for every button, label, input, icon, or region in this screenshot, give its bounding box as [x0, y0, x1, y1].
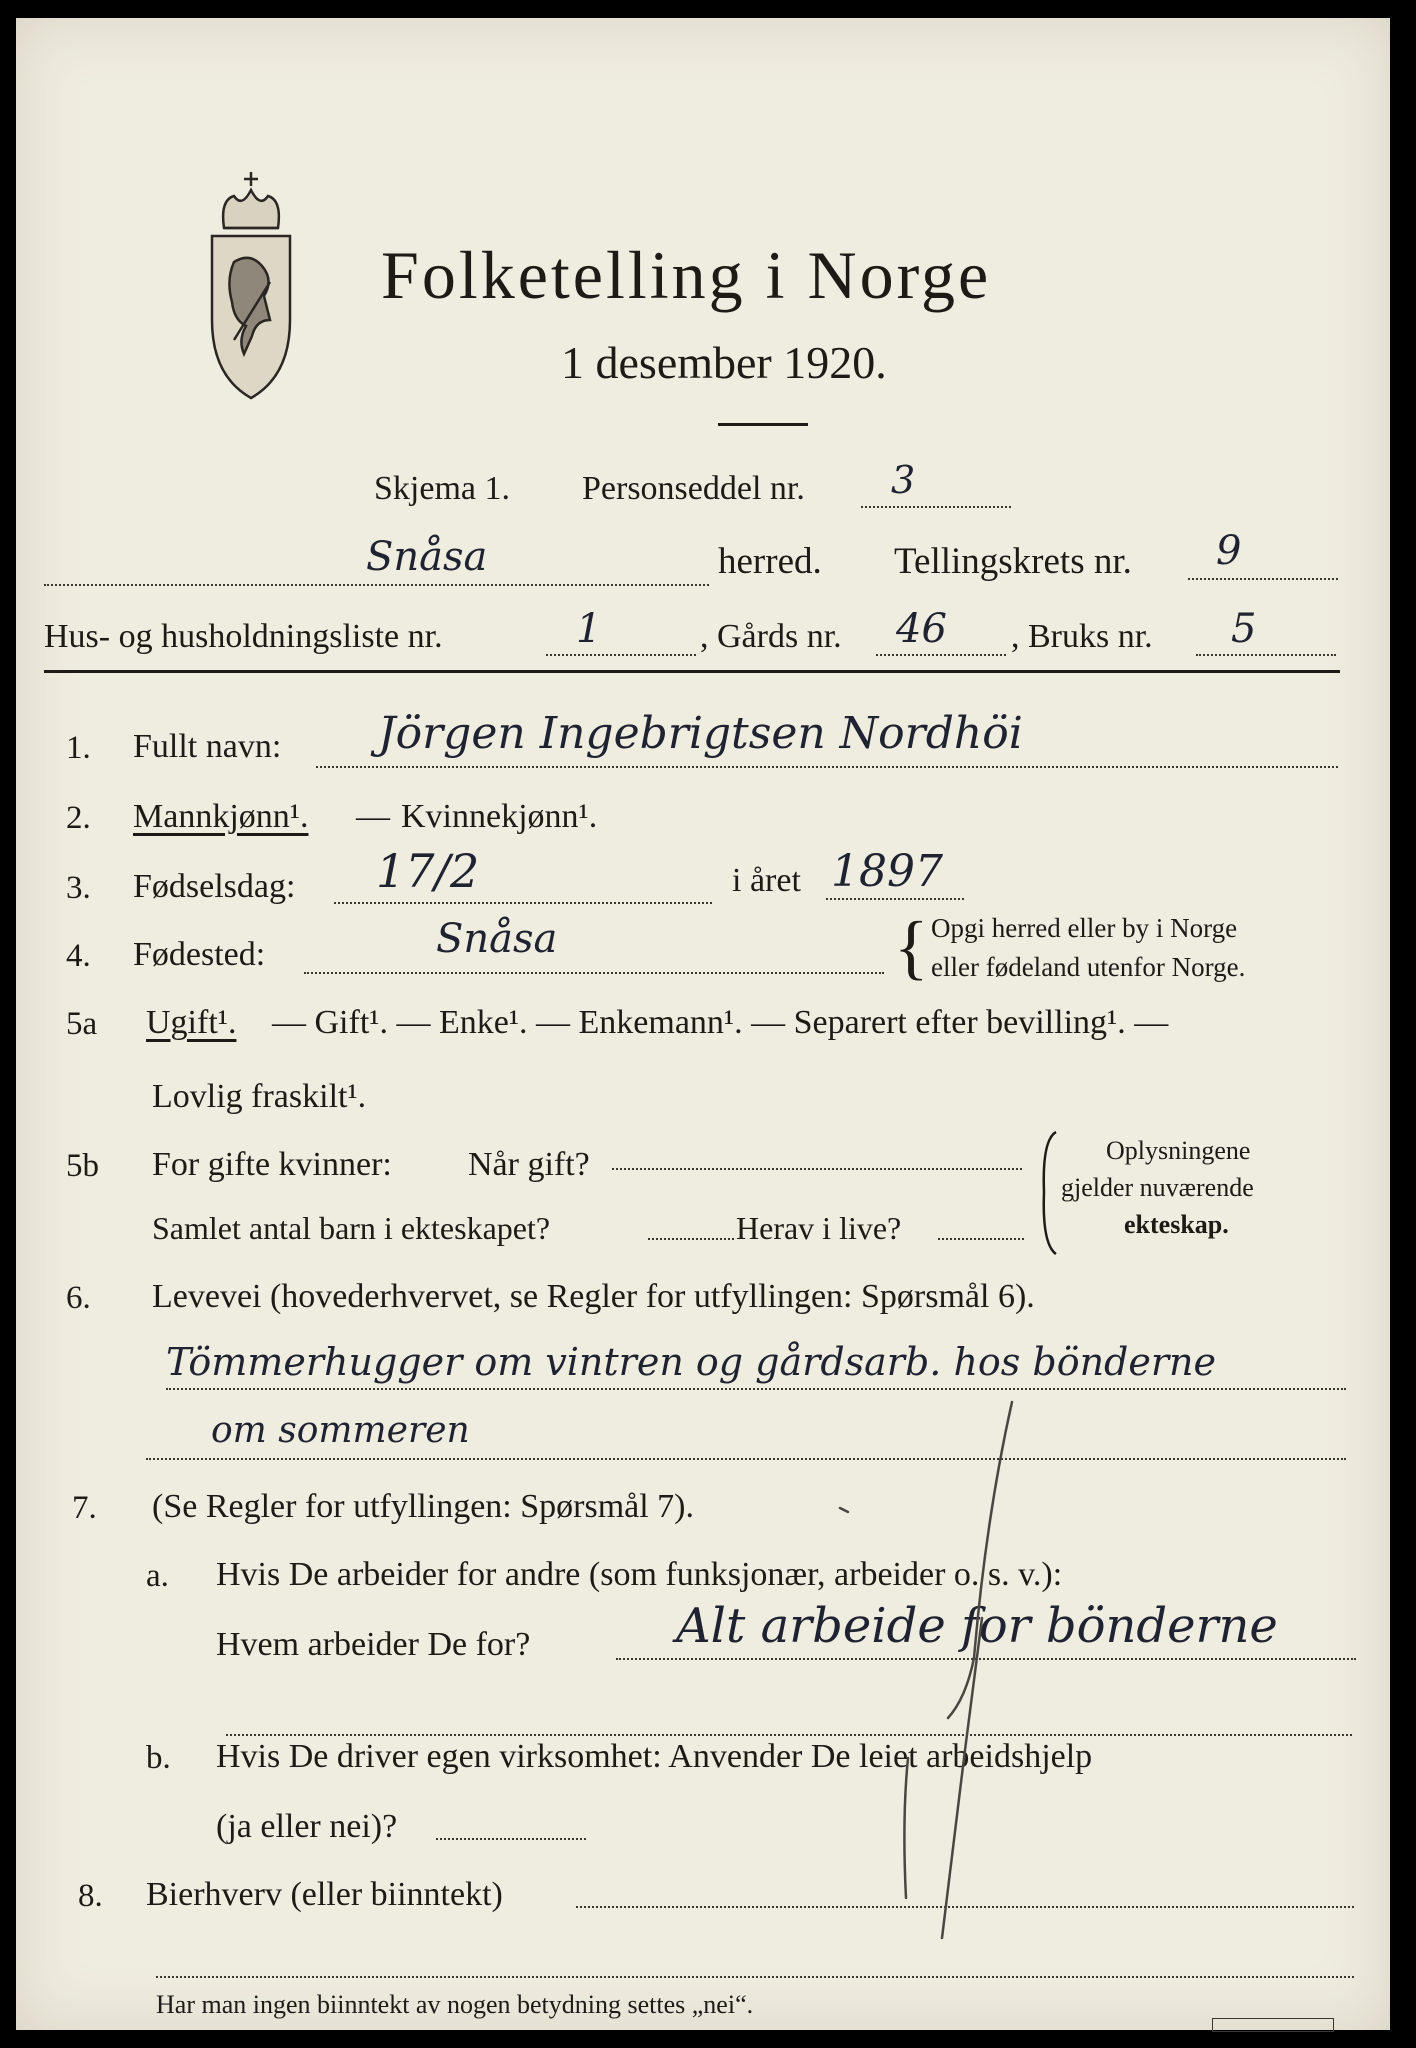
printer-mark	[1212, 2018, 1334, 2032]
q7-label: (Se Regler for utfyllingen: Spørsmål 7).	[152, 1488, 695, 1525]
q3-line	[334, 902, 712, 904]
bruks-line	[1196, 654, 1336, 656]
q5b-when-line	[612, 1168, 1022, 1170]
q5a-number: 5a	[66, 1006, 98, 1042]
document-title: Folketelling i Norge	[381, 237, 992, 313]
q5b-note-line3: ekteskap.	[1124, 1210, 1229, 1239]
q7a-question-line1: Hvis De arbeider for andre (som funksjonær, arbeider o. s. v.):	[216, 1556, 1063, 1593]
q5b-children-line	[648, 1238, 734, 1240]
q6-value-line1[interactable]: Tömmerhugger om vintren og gårdsarb. hos bönderne	[166, 1340, 1216, 1384]
title-divider	[718, 423, 808, 426]
tellingskrets-line	[1188, 578, 1338, 580]
q6-number: 6.	[66, 1280, 91, 1316]
q2-separator: —	[356, 798, 390, 835]
bruks-label: , Bruks nr.	[1011, 618, 1153, 655]
q5b-bracket	[1036, 1130, 1062, 1256]
q5b-alive-label: Herav i live?	[736, 1210, 902, 1246]
q5a-ugift-option[interactable]: Ugift¹.	[146, 1004, 237, 1041]
q4-value[interactable]: Snåsa	[436, 916, 558, 962]
norwegian-coat-of-arms-icon	[204, 170, 298, 402]
q3-year-value[interactable]: 1897	[831, 846, 943, 897]
q8-label: Bierhverv (eller biinntekt)	[146, 1876, 503, 1913]
q4-label: Fødested:	[133, 936, 266, 973]
q4-brace: {	[894, 907, 929, 987]
herred-value[interactable]: Snåsa	[366, 534, 488, 580]
q4-line	[304, 972, 884, 974]
personseddel-label: Personseddel nr.	[582, 470, 805, 507]
q5b-label: For gifte kvinner:	[152, 1146, 392, 1183]
q5a-lovlig-option[interactable]: Lovlig fraskilt¹.	[152, 1078, 367, 1115]
census-form	[16, 18, 1390, 2030]
q2-female-option[interactable]: Kvinnekjønn¹.	[401, 798, 598, 835]
footer-note: Har man ingen biinntekt av nogen betydning settes „nei“.	[156, 1990, 754, 2019]
gards-value[interactable]: 46	[896, 606, 947, 652]
schema-label: Skjema 1.	[374, 470, 510, 507]
q6-line1	[166, 1388, 1346, 1390]
q5a-other-options[interactable]: — Gift¹. — Enke¹. — Enkemann¹. — Separert efter bevilling¹. —	[272, 1004, 1169, 1041]
q7b-question-line1: Hvis De driver egen virksomhet: Anvender De leiet arbeidshjelp	[216, 1738, 1093, 1775]
q2-male-option[interactable]: Mannkjønn¹.	[133, 798, 309, 835]
q8-extra-line	[156, 1976, 1354, 1978]
q3-number: 3.	[66, 870, 91, 906]
q7b-number: b.	[146, 1740, 171, 1776]
hus-value[interactable]: 1	[576, 606, 602, 652]
hus-line	[546, 654, 696, 656]
q7b-question-line2: (ja eller nei)?	[216, 1808, 398, 1845]
q5b-when-label: Når gift?	[468, 1146, 590, 1183]
personseddel-line	[861, 506, 1011, 508]
q7-number: 7.	[72, 1490, 97, 1526]
q5b-note-line1: Oplysningene	[1106, 1136, 1251, 1165]
q7a-number: a.	[146, 1558, 169, 1594]
q3-label: Fødselsdag:	[133, 868, 296, 905]
gards-line	[876, 654, 1006, 656]
q3-value[interactable]: 17/2	[376, 844, 480, 898]
q7a-extra-line	[226, 1734, 1352, 1736]
q5b-children-label: Samlet antal barn i ekteskapet?	[152, 1210, 551, 1246]
bruks-value[interactable]: 5	[1231, 606, 1257, 652]
pencil-check-stroke	[836, 1398, 1016, 1958]
q6-line2	[146, 1458, 1346, 1460]
q4-note-line2: eller fødeland utenfor Norge.	[931, 952, 1246, 982]
hus-label: Hus- og husholdningsliste nr.	[44, 618, 443, 655]
herred-label: herred.	[718, 541, 822, 582]
q2-number: 2.	[66, 800, 91, 836]
q7b-line	[436, 1838, 586, 1840]
q1-line	[316, 766, 1338, 768]
herred-line	[44, 584, 709, 586]
tellingskrets-label: Tellingskrets nr.	[894, 541, 1132, 582]
q5b-alive-line	[938, 1238, 1024, 1240]
q5b-note-line2: gjelder nuværende	[1061, 1173, 1254, 1202]
q4-note-line1: Opgi herred eller by i Norge	[931, 913, 1238, 943]
q1-number: 1.	[66, 730, 91, 766]
q6-label: Levevei (hovederhvervet, se Regler for utfyllingen: Spørsmål 6).	[152, 1278, 1035, 1315]
q3-year-label: i året	[732, 862, 801, 899]
q4-number: 4.	[66, 938, 91, 974]
q7a-question-line2: Hvem arbeider De for?	[216, 1626, 531, 1663]
header-divider	[44, 670, 1340, 673]
q5b-number: 5b	[66, 1148, 99, 1184]
q6-value-line2[interactable]: om sommeren	[211, 1410, 470, 1451]
gards-label: , Gårds nr.	[700, 618, 842, 655]
q1-label: Fullt navn:	[133, 728, 282, 765]
tellingskrets-value[interactable]: 9	[1216, 528, 1242, 574]
q8-number: 8.	[78, 1878, 103, 1914]
q1-value[interactable]: Jörgen Ingebrigtsen Nordhöi	[378, 708, 1023, 759]
document-date: 1 desember 1920.	[561, 337, 887, 388]
q7a-value[interactable]: Alt arbeide for bönderne	[676, 1598, 1278, 1654]
personseddel-value[interactable]: 3	[891, 458, 916, 502]
q3-year-line	[826, 898, 964, 900]
